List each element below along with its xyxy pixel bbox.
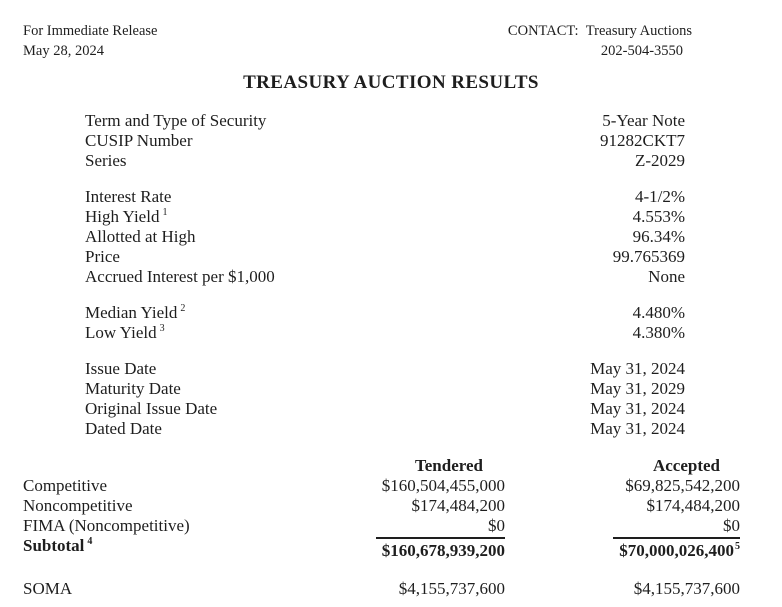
page-title: TREASURY AUCTION RESULTS xyxy=(243,72,539,93)
document-header xyxy=(0,0,782,61)
footnote-marker: 5 xyxy=(735,541,740,553)
details-section xyxy=(0,111,782,439)
detail-label: Series xyxy=(85,151,127,170)
detail-row xyxy=(0,379,782,399)
contact-phone: 202-504-3550 xyxy=(600,43,684,59)
detail-row xyxy=(0,267,782,287)
accepted-value: $0 xyxy=(723,516,740,535)
detail-group xyxy=(0,111,782,171)
row-label: SOMA xyxy=(23,579,73,598)
detail-label: Low Yield $^3$ xyxy=(85,323,165,342)
accepted-value: $174,484,200 xyxy=(646,496,740,515)
detail-value: 91282CKT7 xyxy=(600,131,685,150)
row-label: Noncompetitive xyxy=(23,496,133,515)
table-header-spacer xyxy=(23,456,305,476)
tendered-value: $174,484,200 xyxy=(411,496,505,515)
tendered-value xyxy=(305,536,505,561)
detail-value: 99.765369 xyxy=(612,247,685,266)
detail-row xyxy=(0,359,782,379)
detail-label: High Yield $^1$ xyxy=(85,207,168,226)
detail-value: 4.480% xyxy=(632,303,685,322)
release-line: For Immediate Release xyxy=(23,23,158,39)
table-body xyxy=(0,476,782,599)
table-row xyxy=(0,496,782,516)
detail-row xyxy=(0,247,782,267)
footnote-marker: 4 xyxy=(87,536,93,548)
detail-value: 4.553% xyxy=(632,207,685,226)
contact-label: CONTACT: xyxy=(507,23,579,39)
detail-label: Term and Type of Security xyxy=(85,111,267,130)
detail-label: Interest Rate xyxy=(85,187,172,206)
detail-value: 4-1/2% xyxy=(634,187,685,206)
detail-label: Price xyxy=(85,247,120,266)
accepted-value xyxy=(505,536,740,561)
column-header-tendered: Tendered xyxy=(414,456,483,475)
detail-label: Maturity Date xyxy=(85,379,181,398)
table-row xyxy=(0,579,782,599)
accepted-value: $4,155,737,600 xyxy=(633,579,740,598)
auction-table xyxy=(0,456,782,599)
detail-label: Issue Date xyxy=(85,359,157,378)
detail-row xyxy=(0,323,782,343)
tendered-value: $0 xyxy=(488,516,505,535)
detail-value: May 31, 2024 xyxy=(590,399,685,418)
detail-row xyxy=(0,111,782,131)
detail-value: Z-2029 xyxy=(634,151,685,170)
accepted-sum: $70,000,026,400$^5$ xyxy=(613,537,740,561)
column-header-accepted: Accepted xyxy=(652,456,720,475)
detail-label: Allotted at High xyxy=(85,227,196,246)
detail-group xyxy=(0,359,782,439)
release-date: May 28, 2024 xyxy=(23,43,104,59)
tendered-value: $160,504,455,000 xyxy=(381,476,505,495)
detail-row xyxy=(0,419,782,439)
detail-row xyxy=(0,151,782,171)
row-label: Subtotal $^4$ xyxy=(23,536,93,555)
detail-value: 5-Year Note xyxy=(602,111,685,130)
footnote-marker: 1 xyxy=(162,207,168,219)
detail-label: Dated Date xyxy=(85,419,162,438)
detail-value: 4.380% xyxy=(632,323,685,342)
detail-row xyxy=(0,187,782,207)
detail-group xyxy=(0,187,782,287)
contact-line xyxy=(508,21,692,41)
footnote-marker: 3 xyxy=(159,323,165,335)
detail-row xyxy=(0,207,782,227)
table-row xyxy=(0,516,782,536)
tendered-sum: $160,678,939,200 xyxy=(376,537,505,561)
contact-name: Treasury Auctions xyxy=(585,23,692,39)
tendered-value: $4,155,737,600 xyxy=(398,579,505,598)
detail-value: May 31, 2024 xyxy=(590,359,685,378)
footnote-marker: 2 xyxy=(180,303,186,315)
detail-label: Median Yield $^2$ xyxy=(85,303,186,322)
row-label: Competitive xyxy=(23,476,108,495)
detail-group xyxy=(0,303,782,343)
detail-value: May 31, 2029 xyxy=(590,379,685,398)
detail-row xyxy=(0,227,782,247)
detail-label: Original Issue Date xyxy=(85,399,218,418)
row-label: FIMA (Noncompetitive) xyxy=(23,516,190,535)
release-block xyxy=(23,21,157,61)
detail-row xyxy=(0,399,782,419)
detail-label: CUSIP Number xyxy=(85,131,193,150)
table-row xyxy=(0,536,782,561)
detail-value: None xyxy=(648,267,685,286)
table-row xyxy=(0,476,782,496)
detail-row xyxy=(0,303,782,323)
detail-value: May 31, 2024 xyxy=(590,419,685,438)
detail-value: 96.34% xyxy=(632,227,685,246)
detail-label: Accrued Interest per $1,000 xyxy=(85,267,275,286)
table-header-row xyxy=(0,456,782,476)
contact-block xyxy=(508,21,692,61)
accepted-value: $69,825,542,200 xyxy=(625,476,740,495)
detail-row xyxy=(0,131,782,151)
